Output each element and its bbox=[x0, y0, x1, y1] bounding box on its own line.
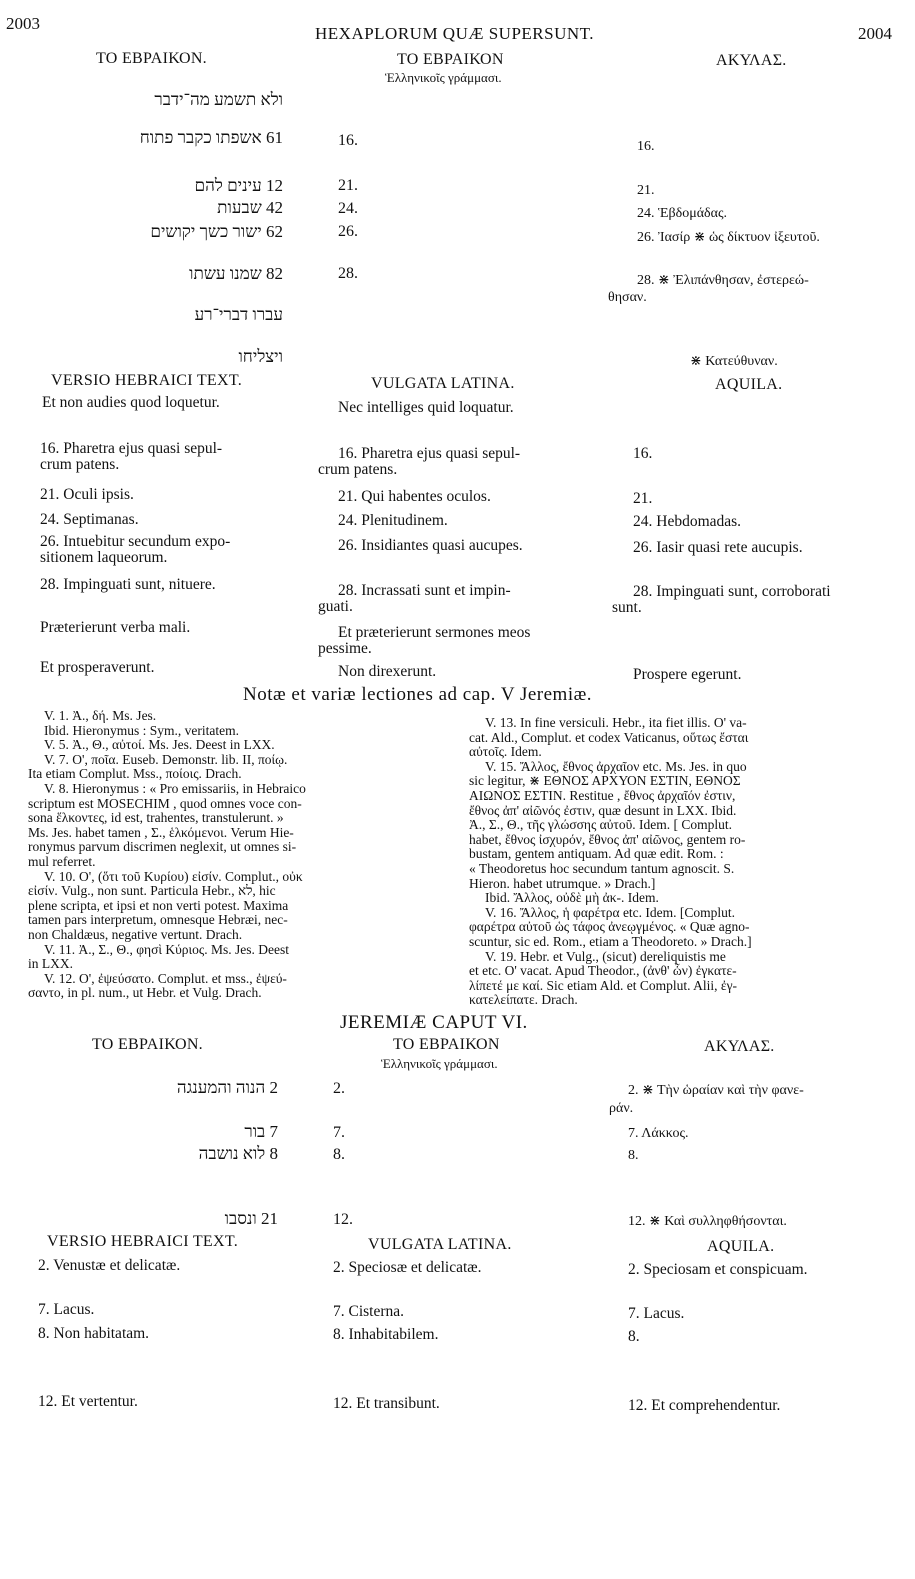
vulgata-line: 2. Speciosæ et delicatæ. bbox=[333, 1259, 482, 1276]
note-line: cat. Ald., Complut. et codex Vaticanus, οὕτως ἔσται bbox=[469, 729, 749, 745]
note-line: V. 7. Ο', ποῖα. Euseb. Demonstr. lib. II, ποίῳ. bbox=[44, 751, 288, 767]
hebrew-line: 21 עינים להם bbox=[194, 176, 283, 195]
page-number-left: 2003 bbox=[6, 14, 40, 33]
vulgata-line: Non direxerunt. bbox=[338, 663, 437, 680]
aquila-greek-line: θησαν. bbox=[608, 290, 647, 305]
aquila-latin-line: 8. bbox=[628, 1328, 640, 1345]
aquila-latin-line: 7. Lacus. bbox=[628, 1305, 685, 1322]
vulgata-line: 8. Inhabitabilem. bbox=[333, 1326, 439, 1343]
hebrew-line: ולא תשמע מה־ידבר bbox=[154, 90, 283, 109]
col-head-aquila: ΑΚΥΛΑΣ. bbox=[704, 1038, 775, 1055]
versio-line: Et prosperaverunt. bbox=[40, 659, 155, 676]
vulgata-line: 28. Incrassati sunt et impin- bbox=[338, 582, 511, 599]
versio-line: 2. Venustæ et delicatæ. bbox=[38, 1257, 181, 1274]
versio-line: Præterierunt verba mali. bbox=[40, 619, 191, 636]
note-line: κατελείπατε. Drach. bbox=[469, 992, 578, 1008]
aquila-greek-line: 26. Ἰασίρ ⋇ ὡς δίκτυον ἰξευτοῦ. bbox=[637, 230, 820, 245]
vulgata-line: 12. Et transibunt. bbox=[333, 1395, 440, 1412]
latin-head-versio: VERSIO HEBRAICI TEXT. bbox=[47, 1233, 239, 1250]
vulgata-line: guati. bbox=[318, 598, 353, 615]
col-head-translit-sub: Ἑλληνικοῖς γράμμασι. bbox=[385, 70, 502, 85]
col-head-translit: ΤΟ ΕΒΡΑΙΚΟΝ bbox=[393, 1036, 500, 1053]
note-line: sic legitur, ⋇ ΕΘΝΟΣ ΑΡΧΥΟΝ ΕΣΤΙΝ, ΕΘΝΟΣ bbox=[469, 773, 741, 789]
hebrew-line: ויצליחו bbox=[238, 347, 283, 366]
aquila-greek-line: ⋇ Κατεύθυναν. bbox=[690, 354, 778, 369]
aquila-latin-line: Prospere egerunt. bbox=[633, 666, 742, 683]
hebrew-line: 28 שמנו עשתו bbox=[189, 264, 283, 283]
latin-head-aquila: AQUILA. bbox=[715, 376, 783, 393]
aquila-latin-line: 12. Et comprehendentur. bbox=[628, 1397, 781, 1414]
aquila-latin-line: 21. bbox=[633, 490, 653, 507]
vulgata-line: 24. Plenitudinem. bbox=[338, 512, 448, 529]
note-line: V. 19. Hebr. et Vulg., (sicut) dereliquistis me bbox=[485, 948, 726, 964]
versio-line: 8. Non habitatam. bbox=[38, 1325, 150, 1342]
note-line: V. 10. Ο', (ὅτι τοῦ Κυρίου) εἰσίν. Complut., οὐκ bbox=[44, 868, 303, 884]
vulgata-line: Et præterierunt sermones meos bbox=[338, 624, 531, 641]
vulgata-line: 16. Pharetra ejus quasi sepul- bbox=[338, 445, 521, 462]
note-line: αὐτοῖς. Idem. bbox=[469, 744, 542, 760]
aquila-greek-line: 16. bbox=[637, 139, 655, 154]
note-line: Ibid. Hieronymus : Sym., veritatem. bbox=[44, 722, 239, 738]
versio-line: sitionem laqueorum. bbox=[40, 549, 168, 566]
note-line: ΑΙΩΝΟΣ ΕΣΤΙΝ. Restitue , ἔθνος ἀρχαῖόν ἐστιν, bbox=[469, 787, 736, 803]
aquila-greek-line: 24. Ἑβδομάδας. bbox=[637, 206, 728, 221]
aquila-latin-line: 24. Hebdomadas. bbox=[633, 513, 742, 530]
col-head-hebrew: ΤΟ ΕΒΡΑΙΚΟΝ. bbox=[96, 50, 207, 67]
note-line: ἔθνος ἀπ' αἰῶνός ἐστιν, quæ desunt in LXX. Ibid. bbox=[469, 802, 737, 818]
hebrew-line: 26 ישור כשך יקושים bbox=[150, 222, 283, 241]
col-head-translit: ΤΟ ΕΒΡΑΙΚΟΝ bbox=[397, 51, 504, 68]
hebrew-line: עברו דברי־רע bbox=[194, 305, 283, 324]
versio-line: 24. Septimanas. bbox=[40, 511, 139, 528]
versio-line: Et non audies quod loquetur. bbox=[42, 394, 220, 411]
col-head-aquila: ΑΚΥΛΑΣ. bbox=[716, 52, 787, 69]
note-line: Ms. Jes. habet tamen , Σ., ἑλκόμενοι. Verum Hie- bbox=[28, 824, 294, 840]
note-line: εἰσίν. Vulg., non sunt. Particula Hebr., לא, hic bbox=[28, 883, 276, 899]
note-line: V. 16. Ἄλλος, ἡ φαρέτρα etc. Idem. [Complut. bbox=[485, 904, 736, 920]
versio-line: crum patens. bbox=[40, 456, 120, 473]
latin-head-versio: VERSIO HEBRAICI TEXT. bbox=[51, 372, 243, 389]
aquila-latin-line: 28. Impinguati sunt, corroborati bbox=[633, 583, 831, 600]
col-head-translit-sub: Ἑλληνικοῖς γράμμασι. bbox=[381, 1056, 498, 1071]
aquila-latin-line: sunt. bbox=[612, 599, 642, 616]
note-line: habet, ἔθνος ἰσχυρόν, ἔθνος ἀπ' αἰῶνος, gentem ro- bbox=[469, 831, 746, 847]
note-line: plene scripta, et ipsi et non verti potest. Maxima bbox=[28, 897, 289, 913]
hebrew-line: 16 אשפתו כקבר פתוח bbox=[139, 128, 283, 147]
note-line: « Theodoretus hoc secundum tantum agnoscit. S. bbox=[469, 860, 735, 876]
notes-right-column bbox=[469, 715, 910, 1008]
translit-verse: 26. bbox=[338, 223, 358, 240]
hebrew-line: 24 שבעות bbox=[217, 198, 283, 217]
note-line: V. 12. Ο', ἐψεύσατο. Complut. et mss., ἐψεύ- bbox=[44, 970, 287, 986]
note-line: V. 13. In fine versiculi. Hebr., ita fiet illis. Ο' va- bbox=[485, 715, 747, 730]
versio-line: 7. Lacus. bbox=[38, 1301, 95, 1318]
versio-line: 28. Impinguati sunt, nituere. bbox=[40, 576, 216, 593]
vulgata-line: 21. Qui habentes oculos. bbox=[338, 488, 491, 505]
translit-verse: 24. bbox=[338, 200, 358, 217]
latin-head-vulgata: VULGATA LATINA. bbox=[371, 375, 515, 392]
vulgata-line: 26. Insidiantes quasi aucupes. bbox=[338, 537, 523, 554]
latin-head-vulgata: VULGATA LATINA. bbox=[368, 1236, 512, 1253]
note-line: non Chaldæus, negative vertunt. Drach. bbox=[28, 926, 243, 942]
aquila-latin-line: 2. Speciosam et conspicuam. bbox=[628, 1261, 808, 1278]
note-line: φαρέτρα αὐτοῦ ὡς τάφος ἀνεῳγμένος. « Quæ agno- bbox=[469, 919, 750, 935]
note-line: scriptum est MOSECHIM , quod omnes voce con- bbox=[28, 795, 302, 811]
note-line: V. 1. Ἀ., δή. Ms. Jes. bbox=[44, 708, 157, 723]
aquila-greek-line: 8. bbox=[628, 1148, 639, 1163]
note-line: sona ἕλκοντες, id est, trahentes, transtulerunt. » bbox=[28, 810, 284, 826]
translit-verse: 2. bbox=[333, 1080, 345, 1097]
aquila-greek-line: 7. Λάκκος. bbox=[628, 1126, 689, 1141]
aquila-greek-line: 28. ⋇ Ἐλιπάνθησαν, ἐστερεώ- bbox=[637, 273, 809, 288]
latin-head-aquila: AQUILA. bbox=[707, 1238, 775, 1255]
note-line: in LXX. bbox=[28, 956, 73, 972]
note-line: σαντο, in pl. num., ut Hebr. et Vulg. Drach. bbox=[28, 985, 262, 1001]
running-title: HEXAPLORUM QUÆ SUPERSUNT. bbox=[315, 24, 595, 43]
page-number-right: 2004 bbox=[858, 24, 892, 43]
translit-verse: 28. bbox=[338, 265, 358, 282]
vulgata-line: crum patens. bbox=[318, 461, 398, 478]
aquila-greek-line: ράν. bbox=[609, 1101, 634, 1116]
translit-verse: 12. bbox=[333, 1211, 353, 1228]
aquila-latin-line: 26. Iasir quasi rete aucupis. bbox=[633, 539, 803, 556]
versio-line: 26. Intuebitur secundum expo- bbox=[40, 533, 231, 550]
note-line: Ἀ., Σ., Θ., τῆς γλώσσης αὐτοῦ. Idem. [ Complut. bbox=[469, 817, 733, 833]
vulgata-line: Nec intelliges quid loquatur. bbox=[338, 399, 514, 416]
note-line: V. 5. Ἀ., Θ., αὐτοί. Ms. Jes. Deest in LXX. bbox=[44, 737, 275, 753]
hebrew-line: 12 ונסבו bbox=[224, 1209, 278, 1228]
translit-verse: 7. bbox=[333, 1124, 345, 1141]
note-line: et etc. Ο' vacat. Apud Theodor., (ἀνθ' ὧν) ἐγκατε- bbox=[469, 963, 737, 979]
note-line: Ibid. Ἄλλος, οὐδὲ μὴ ἀκ-. Idem. bbox=[485, 890, 659, 906]
versio-line: 12. Et vertentur. bbox=[38, 1393, 138, 1410]
translit-verse: 21. bbox=[338, 177, 358, 194]
notes-title: Notæ et variæ lectiones ad cap. V Jeremiæ. bbox=[243, 684, 593, 705]
note-line: V. 8. Hieronymus : « Pro emissariis, in Hebraico bbox=[44, 780, 306, 796]
note-line: tamen pars interpretum, omnesque Hebræi, nec- bbox=[28, 912, 288, 928]
versio-line: 16. Pharetra ejus quasi sepul- bbox=[40, 440, 223, 457]
translit-verse: 16. bbox=[338, 132, 358, 149]
aquila-greek-line: 12. ⋇ Καὶ συλληφθήσονται. bbox=[628, 1214, 787, 1229]
note-line: mul referret. bbox=[28, 853, 96, 869]
aquila-latin-line: 16. bbox=[633, 445, 653, 462]
versio-line: 21. Oculi ipsis. bbox=[40, 486, 134, 503]
note-line: ronymus parvum discrimen neglexit, ut omnes si- bbox=[28, 839, 297, 855]
note-line: Ita etiam Complut. Mss., ποίοις. Drach. bbox=[28, 766, 242, 782]
hebrew-line: 7 בור bbox=[244, 1122, 278, 1141]
chapter-title: JEREMIÆ CAPUT VI. bbox=[340, 1012, 528, 1033]
vulgata-line: 7. Cisterna. bbox=[333, 1303, 405, 1320]
note-line: bustam, gentem antiquam. Ad quæ edit. Rom. : bbox=[469, 846, 724, 862]
note-line: Hieron. habet utrumque. » Drach.] bbox=[469, 875, 656, 891]
col-head-hebrew: ΤΟ ΕΒΡΑΙΚΟΝ. bbox=[92, 1036, 203, 1053]
note-line: V. 11. Ἀ., Σ., Θ., φησὶ Κύριος. Ms. Jes. Deest bbox=[44, 941, 290, 957]
aquila-greek-line: 2. ⋇ Τὴν ὡραίαν καὶ τὴν φανε- bbox=[628, 1083, 804, 1098]
hebrew-line: 8 לוא נושבה bbox=[198, 1144, 278, 1163]
note-line: V. 15. Ἄλλος, ἔθνος ἀρχαῖον etc. Ms. Jes. in quo bbox=[485, 758, 747, 774]
notes-left-column bbox=[28, 708, 469, 1001]
hebrew-line: 2 הנוה והמענגה bbox=[176, 1078, 278, 1097]
vulgata-line: pessime. bbox=[318, 640, 372, 657]
note-line: scuntur, sic ed. Rom., etiam a Theodoreto. » Drach.] bbox=[469, 933, 752, 949]
note-line: λίπετέ με καί. Sic etiam Ald. et Complut. Alii, ἐγ- bbox=[469, 977, 738, 993]
translit-verse: 8. bbox=[333, 1146, 345, 1163]
aquila-greek-line: 21. bbox=[637, 183, 655, 198]
